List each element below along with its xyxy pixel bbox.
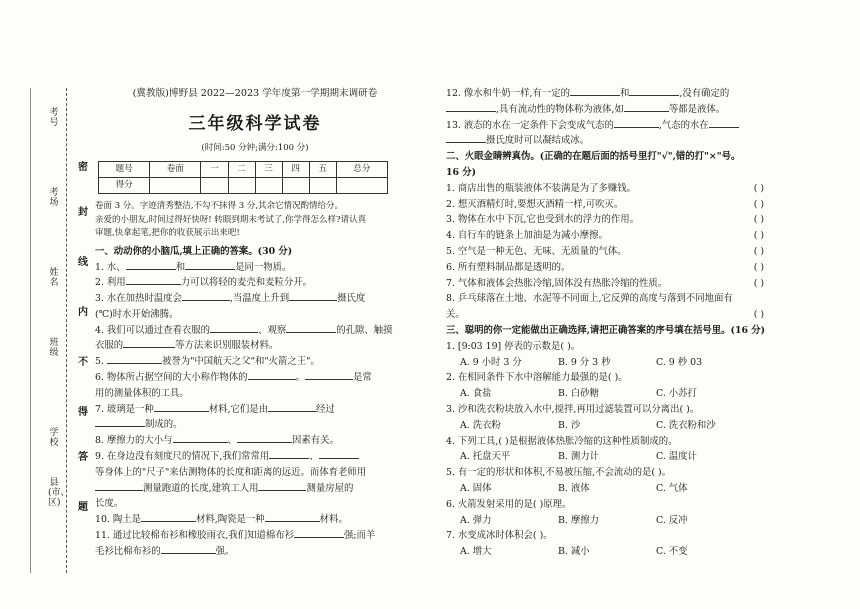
right-column: [446, 86, 776, 586]
question-1-5: 5. 被誉为"中国航天之父"和"火箭之王"。: [95, 356, 320, 368]
exam-meta: (时间:50 分钟;满分:100 分): [201, 142, 309, 153]
cut-char: 答: [78, 452, 88, 463]
mc-question: [446, 402, 776, 434]
mc-question: [446, 339, 776, 371]
notice-line: 卷面 3 分。字迹清秀整洁,不勾不抹得 3 分,其余它情况酌情给分。: [95, 200, 344, 211]
mc-option[interactable]: B. 摩擦力: [558, 514, 599, 526]
answer-blank[interactable]: [210, 323, 258, 333]
mc-options: [446, 449, 776, 465]
mc-question: [446, 528, 776, 560]
mc-options: [446, 544, 776, 560]
mc-option[interactable]: A. 托盘天平: [460, 451, 511, 463]
answer-blank[interactable]: [237, 433, 292, 443]
label-county: 县(市、区): [48, 478, 70, 508]
answer-blank[interactable]: [258, 481, 306, 491]
label-exam-number: 考号: [49, 108, 59, 128]
question-1-1: 1. 水、 和 是同一物质。: [95, 261, 292, 273]
answer-blank[interactable]: [629, 86, 679, 96]
score-table-score-row: [99, 177, 388, 193]
answer-paren[interactable]: ( ): [753, 214, 764, 226]
tf-item: 4. 自行车的链条上加油是为减小摩擦。 ( ): [446, 228, 776, 244]
question-1-3-cont: (℃)时水开始沸腾。: [95, 308, 179, 320]
mc-option[interactable]: B. 液体: [558, 482, 590, 494]
answer-blank[interactable]: [154, 402, 209, 412]
tf-item: 6. 所有塑料制品都是透明的。 ( ): [446, 260, 776, 276]
answer-blank[interactable]: [161, 544, 216, 554]
mc-option[interactable]: C. 9 秒 03: [656, 356, 703, 368]
score-header-cell: 卷面: [150, 161, 201, 177]
question-1-4: 4. 我们可以通过查看衣服的 、观察 的孔隙、触摸: [95, 324, 393, 336]
mc-stem: 3. 沙和洗衣粉块放入水中,搅拌,再用过滤装置可以分离出( )。: [446, 403, 700, 415]
tf-item: 1. 商店出售的瓶装液体不装满是为了多赚钱。 ( ): [446, 181, 776, 197]
mc-option[interactable]: A. 固体: [460, 482, 492, 494]
score-cell[interactable]: [309, 177, 336, 193]
mc-option[interactable]: C. 反冲: [656, 514, 688, 526]
score-header-cell: 三: [255, 161, 282, 177]
question-1-10: 10. 陶土是 材料,陶瓷是一种 材料。: [95, 514, 348, 526]
question-1-12: 12. 像水和牛奶一样,有一定的 和 ,没有确定的: [446, 88, 730, 99]
score-row-label: 得分: [99, 177, 150, 193]
score-cell[interactable]: [150, 177, 201, 193]
answer-blank[interactable]: [107, 354, 162, 364]
mc-stem: 2. 在相同条件下水中溶解能力最强的是( )。: [446, 372, 628, 384]
answer-blank[interactable]: [265, 512, 320, 522]
score-cell[interactable]: [282, 177, 309, 193]
mc-option[interactable]: C. 温度计: [656, 451, 697, 463]
binding-margin: [22, 88, 92, 578]
answer-paren[interactable]: ( ): [753, 261, 764, 273]
mc-option[interactable]: B. 测力计: [558, 451, 599, 463]
question-1-3: 3. 水在加热时温度会 ,当温度上升到 摄氏度: [95, 293, 366, 305]
answer-blank[interactable]: [319, 449, 359, 459]
answer-blank[interactable]: [95, 481, 143, 491]
answer-blank[interactable]: [305, 370, 353, 380]
answer-blank[interactable]: [173, 433, 228, 443]
section2-heading-cont: 16 分): [446, 166, 477, 178]
mc-stem: 4. 下列工具,( )是根据液体热胀冷缩的这种性质制成的。: [446, 435, 678, 447]
mc-option[interactable]: C. 不变: [656, 546, 688, 558]
question-1-6-cont: 用的测量体积的工具。: [95, 387, 189, 399]
mc-question: [446, 497, 776, 529]
mc-option[interactable]: C. 气体: [656, 482, 688, 494]
question-1-9-cont2: 测量跑道的长度,建筑工人用 测量房屋的: [95, 481, 415, 497]
question-1-13: 13. 液态的水在一定条件下会变成气态的 ,气态的水在: [446, 118, 776, 134]
mc-stem: 7. 水变成冰时体积会( )。: [446, 530, 553, 542]
answer-paren[interactable]: ( ): [753, 277, 764, 289]
binding-cut-line: [66, 88, 67, 573]
question-1-7: 7. 玻璃是一种 材料,它们是由 经过: [95, 403, 335, 415]
answer-blank[interactable]: [709, 118, 739, 128]
true-false-list: [446, 181, 776, 323]
mc-option[interactable]: C. 洗衣粉和沙: [656, 419, 716, 431]
cut-char: 内: [78, 307, 88, 318]
question-1-4-cont: 衣服的 等方法来识别服装材料。: [95, 340, 279, 352]
answer-blank[interactable]: [126, 275, 181, 285]
answer-paren[interactable]: ( ): [753, 245, 764, 257]
question-1-12-cont: ,具有流动性的物体称为液体,如 等都是液体。: [446, 102, 776, 118]
tf-item: 8. 乒乓球落在土地、水泥等不同面上,它反弹的高度与落到不同地面有: [446, 293, 733, 305]
score-cell[interactable]: [201, 177, 228, 193]
answer-paren[interactable]: ( ): [753, 230, 764, 242]
score-header-cell: 总分: [336, 161, 387, 177]
score-table-header-row: [99, 161, 388, 177]
mc-options: [446, 355, 776, 371]
answer-blank[interactable]: [446, 133, 486, 143]
section2-heading: 二、火眼金睛辨真伪。(正确的在题后面的括号里打"√",错的打"×"号。: [446, 151, 741, 163]
score-header-cell: 四: [282, 161, 309, 177]
mc-question: [446, 434, 776, 466]
notice-line: 亲爱的小朋友,时间过得好快呀! 转眼到期末考试了,你学得怎么样?请认真: [95, 214, 367, 225]
cut-char: 不: [78, 357, 88, 368]
mc-option[interactable]: A. 弹力: [460, 514, 492, 526]
answer-paren[interactable]: ( ): [753, 309, 764, 321]
answer-blank[interactable]: [126, 260, 176, 270]
score-cell[interactable]: [228, 177, 255, 193]
mc-option[interactable]: A. 洗衣粉: [460, 419, 501, 431]
tf-item: 3. 物体在水中下沉,它也受到水的浮力的作用。 ( ): [446, 212, 776, 228]
answer-blank[interactable]: [289, 291, 337, 301]
cut-char: 题: [78, 502, 88, 513]
mc-stem: 1. [9:03 19] 停表的示数是( )。: [446, 340, 581, 352]
mc-option[interactable]: C. 小苏打: [656, 388, 697, 400]
score-header-cell: 题号: [99, 161, 150, 177]
label-school: 学校: [49, 428, 59, 448]
answer-blank[interactable]: [268, 402, 316, 412]
label-name: 姓名: [49, 268, 59, 288]
score-header-cell: 一: [201, 161, 228, 177]
notice-line: 审题,快拿起笔,把你的收获展示出来吧!: [95, 228, 240, 239]
mc-question: [446, 465, 776, 497]
mc-question: [446, 370, 776, 402]
answer-paren[interactable]: ( ): [753, 198, 764, 210]
cut-char: 线: [78, 257, 88, 268]
answer-paren[interactable]: ( ): [753, 182, 764, 194]
score-header-cell: 二: [228, 161, 255, 177]
score-table: [98, 161, 388, 194]
mc-stem: 6. 火箭发射采用的是( )原理。: [446, 498, 572, 510]
question-1-9-cont: 等身体上的"尺子"来估测物体的长度和距离的远近。而体育老师用: [95, 466, 367, 478]
score-cell[interactable]: [255, 177, 282, 193]
answer-blank[interactable]: [182, 291, 230, 301]
answer-blank[interactable]: [624, 102, 669, 112]
mc-option[interactable]: B. 9 分 3 秒: [558, 356, 611, 368]
mc-option[interactable]: A. 增大: [460, 546, 492, 558]
section3-heading: 三、聪明的你一定能做出正确选择,请把正确答案的序号填在括号里。(16 分): [446, 324, 766, 336]
question-1-9: 9. 在身边没有刻度尺的情况下,我们常常用 、: [95, 449, 415, 465]
question-1-2: 2. 利用 力可以将轻的麦壳和麦粒分开。: [95, 277, 312, 289]
answer-blank[interactable]: [446, 102, 496, 112]
answer-blank[interactable]: [294, 528, 344, 538]
label-exam-room: 考场: [49, 188, 59, 208]
cut-char: 封: [78, 207, 88, 218]
left-column: [95, 86, 415, 586]
binding-outer-line: [30, 88, 31, 573]
mc-option[interactable]: B. 沙: [558, 419, 581, 431]
score-cell[interactable]: [336, 177, 387, 193]
mc-option[interactable]: A. 食盐: [460, 388, 492, 400]
answer-blank[interactable]: [570, 86, 620, 96]
mc-options: [446, 418, 776, 434]
question-1-9-cont3: 长度。: [95, 498, 124, 510]
answer-blank[interactable]: [95, 417, 145, 427]
answer-blank[interactable]: [185, 260, 235, 270]
answer-blank[interactable]: [614, 118, 659, 128]
answer-blank[interactable]: [141, 512, 196, 522]
mc-option[interactable]: A. 9 小时 3 分: [460, 356, 522, 368]
mc-stem: 5. 有一定的形状和体积,不易被压缩,不会流动的是( )。: [446, 467, 672, 479]
section1-heading: 一、动动你的小脑瓜,填上正确的答案。(30 分): [95, 245, 293, 257]
exam-notice: [95, 200, 415, 241]
answer-blank[interactable]: [248, 370, 296, 380]
exam-title: 三年级科学试卷: [188, 114, 322, 135]
answer-blank[interactable]: [123, 338, 175, 348]
multiple-choice-list: [446, 339, 776, 560]
answer-blank[interactable]: [286, 323, 336, 333]
mc-options: [446, 513, 776, 529]
tf-item: 关。 ( ): [446, 307, 776, 323]
tf-item: 5. 空气是一种无色、无味、无质量的气体。 ( ): [446, 244, 776, 260]
tf-item: 7. 气体和液体会热胀冷缩,固体没有热胀冷缩的性质。 ( ): [446, 276, 776, 292]
question-1-11-cont: 毛衫比棉布衫的 强。: [95, 545, 235, 557]
tf-item: 2. 想灭酒精灯时,要想灭酒精一样,可吹灭。 ( ): [446, 197, 776, 213]
question-1-7-cont: 制成的。: [95, 417, 415, 433]
mc-option[interactable]: B. 减小: [558, 546, 590, 558]
question-1-8: 8. 摩擦力的大小与 、 因素有关。: [95, 435, 339, 447]
cut-char: 得: [78, 407, 88, 418]
score-header-cell: 五: [309, 161, 336, 177]
answer-blank[interactable]: [269, 449, 309, 459]
cut-char: 密: [78, 162, 88, 173]
exam-subtitle: (冀教版)博野县 2022—2023 学年度第一学期期末调研卷: [132, 88, 378, 99]
question-1-11: 11. 通过比较棉布衫和橡胶雨衣,我们知道棉布衫 强;而羊: [95, 530, 376, 542]
question-1-6: 6. 物体所占据空间的大小称作物体的 。 是常: [95, 372, 372, 384]
mc-options: [446, 481, 776, 497]
label-class: 班级: [49, 338, 59, 358]
mc-options: [446, 386, 776, 402]
mc-option[interactable]: B. 白砂糖: [558, 388, 599, 400]
question-1-13-cont: 摄氏度时可以凝结成冰。: [446, 133, 776, 149]
